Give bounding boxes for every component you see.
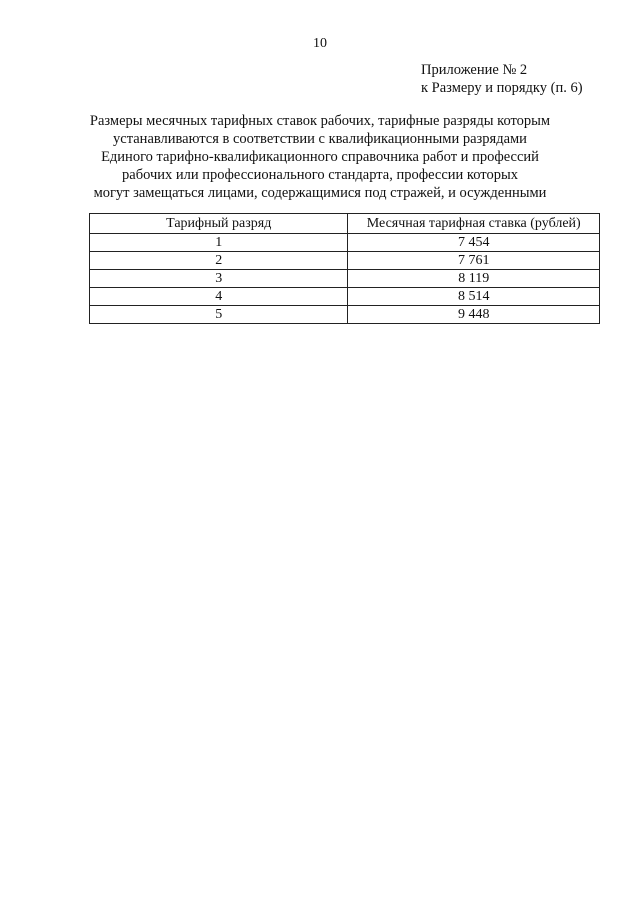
tariff-table [89,213,600,324]
appendix-source: к Размеру и порядку (п. 6) [421,80,583,96]
cell-rate: 7 761 [348,252,600,270]
table-row [90,252,600,270]
cell-rate: 9 448 [348,306,600,324]
cell-grade: 5 [90,306,348,324]
title-line: устанавливаются в соответствии с квалификационными разрядами [113,131,527,147]
table-row [90,234,600,252]
title-line: рабочих или профессионального стандарта, профессии которых [122,167,518,183]
table-row [90,306,600,324]
page-number: 10 [313,36,327,51]
table-header-row [90,214,600,234]
header-grade: Тарифный разряд [90,214,348,234]
document-title [60,112,580,202]
appendix-number: Приложение № 2 [421,62,528,78]
cell-grade: 1 [90,234,348,252]
appendix-reference [421,61,583,97]
table-row [90,288,600,306]
title-line: Размеры месячных тарифных ставок рабочих, тарифные разряды которым [89,113,551,129]
table-row [90,270,600,288]
cell-rate: 8 119 [348,270,600,288]
cell-grade: 2 [90,252,348,270]
cell-grade: 3 [90,270,348,288]
header-rate: Месячная тарифная ставка (рублей) [348,214,600,234]
cell-rate: 8 514 [348,288,600,306]
cell-grade: 4 [90,288,348,306]
title-line: могут замещаться лицами, содержащимися под стражей, и осужденными [93,185,547,201]
title-line: Единого тарифно-квалификационного справочника работ и профессий [101,149,539,165]
cell-rate: 7 454 [348,234,600,252]
